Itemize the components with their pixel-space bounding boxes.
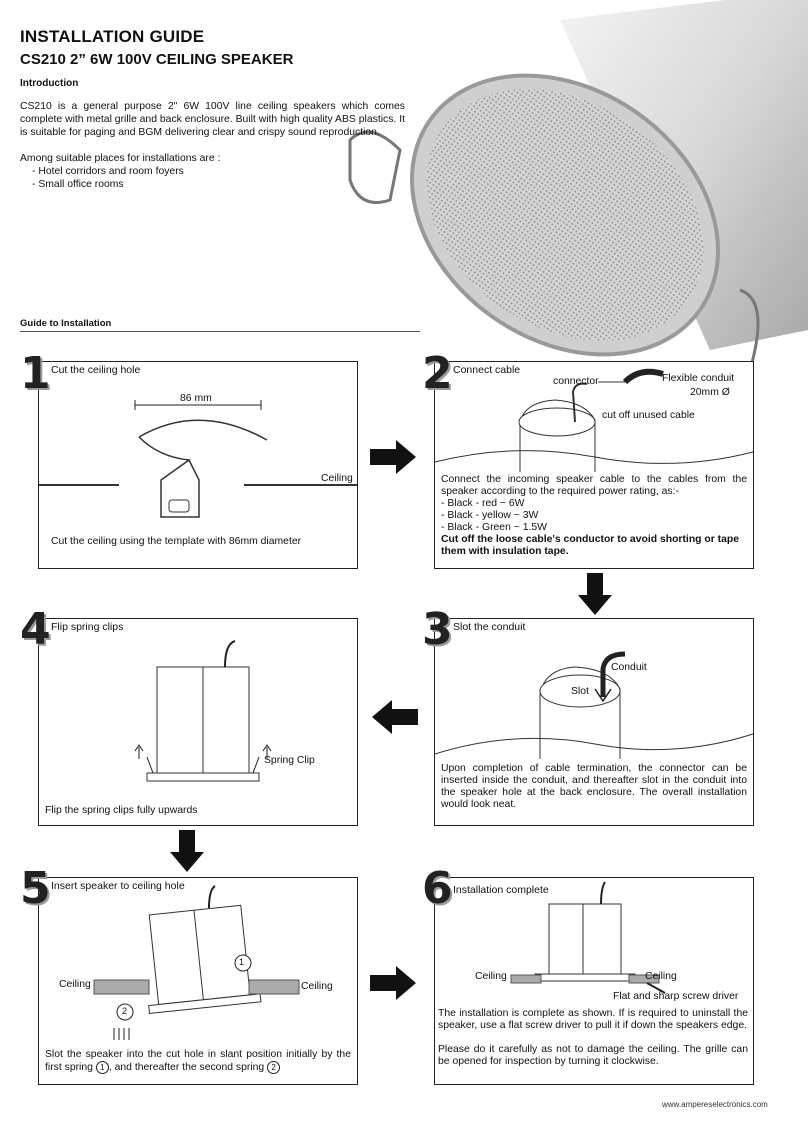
step-4-panel	[38, 618, 358, 826]
step-4-caption: Flip the spring clips fully upwards	[45, 805, 198, 816]
installation-places	[20, 152, 320, 191]
step-6-text-2: Please do it carefully as not to damage the ceiling. The grille can be opened for inspection by turning it clockwise.	[438, 1044, 748, 1067]
places-intro: Among suitable places for installations are :	[20, 153, 221, 164]
step-3-panel	[434, 618, 754, 826]
place-item: - Hotel corridors and room foyers	[32, 166, 184, 177]
step-6-text	[438, 1008, 748, 1068]
conduit-size-label: 20mm Ø	[690, 387, 730, 398]
step-2-number: 2	[422, 348, 453, 399]
step-5-caption	[45, 1049, 351, 1074]
spring-1-marker: 1	[96, 1061, 109, 1074]
step-5-caption-part2: , and thereafter the second spring	[108, 1062, 265, 1073]
insert-speaker-diagram	[39, 878, 357, 1048]
divider	[20, 331, 420, 332]
step-2-intro: Connect the incoming speaker cable to the cables from the speaker according to the required power rating, as:-	[441, 474, 747, 497]
ceiling-label: Ceiling	[321, 473, 353, 484]
conduit-label: Flexible conduit	[662, 373, 735, 384]
conduit-diagram	[435, 619, 753, 759]
spring-clip-diagram	[39, 619, 357, 799]
wiring-item: - Black - yellow ~ 3W	[441, 510, 539, 521]
ceiling-label: Ceiling	[645, 971, 677, 982]
step-3-text: Upon completion of cable termination, the connector can be inserted inside the conduit, and thereafter slot in the conduit into the speaker hole at the back enclosure. The overall installation would look neat.	[441, 763, 747, 810]
step-4-number: 4	[20, 604, 51, 655]
conduit-label: Conduit	[611, 662, 647, 673]
connector-label: connector	[553, 376, 599, 387]
arrow-down-icon	[578, 573, 612, 615]
step-6-text-1: The installation is complete as shown. If is required to uninstall the speaker, use a flat screw driver to pull it if down the speakers edge.	[438, 1008, 748, 1031]
step-5-number: 5	[20, 863, 51, 914]
step-1-panel	[38, 361, 358, 569]
dimension-label: 86 mm	[180, 393, 212, 404]
slot-label: Slot	[571, 686, 589, 697]
step-6-title: Installation complete	[453, 884, 549, 896]
step-5-title: Insert speaker to ceiling hole	[51, 880, 185, 892]
cut-off-label: cut off unused cable	[602, 410, 695, 421]
step-2-panel	[434, 361, 754, 569]
step-6-panel	[434, 877, 754, 1085]
spring-clip-label: Spring Clip	[264, 755, 315, 766]
step-5-panel	[38, 877, 358, 1085]
step-4-title: Flip spring clips	[51, 621, 124, 633]
step-1-title: Cut the ceiling hole	[51, 364, 141, 376]
page-subtitle: CS210 2” 6W 100V CEILING SPEAKER	[20, 51, 294, 68]
arrow-left-icon	[372, 700, 418, 734]
arrow-down-icon	[170, 830, 204, 872]
step-2-title: Connect cable	[453, 364, 521, 376]
screw-driver-label: Flat and sharp screw driver	[613, 991, 739, 1002]
wiring-item: - Black - Green ~ 1.5W	[441, 522, 547, 533]
marker-2: 2	[122, 1006, 128, 1016]
step-2-text	[441, 474, 747, 558]
ceiling-label: Ceiling	[59, 979, 91, 990]
intro-paragraph: CS210 is a general purpose 2" 6W 100V line ceiling speakers which comes complete with metal grille and back enclosure. Built with high quality ABS plastics. It is suitable for paging and BGM delivering clear and crispy sound reproduction.	[20, 101, 405, 138]
step-6-number: 6	[422, 863, 453, 914]
wiring-item: - Black - red ~ 6W	[441, 498, 525, 509]
arrow-right-icon	[370, 966, 416, 1000]
step-2-warning: Cut off the loose cable's conductor to avoid shorting or tape them with insulation tape.	[441, 534, 740, 557]
marker-1: 1	[239, 957, 245, 967]
step-1-number: 1	[20, 348, 51, 399]
step-5-caption-part1: Slot the speaker into the cut hole in slant position initially by the first spring	[45, 1049, 351, 1073]
ceiling-label: Ceiling	[301, 981, 333, 992]
guide-heading: Guide to Installation	[20, 318, 112, 329]
arrow-right-icon	[370, 440, 416, 474]
place-item: - Small office rooms	[32, 179, 124, 190]
spring-2-marker: 2	[267, 1061, 280, 1074]
step-3-title: Slot the conduit	[453, 621, 526, 633]
step-3-number: 3	[422, 604, 453, 655]
intro-heading: Introduction	[20, 78, 79, 89]
installed-speaker-diagram	[435, 878, 753, 1008]
ceiling-label: Ceiling	[475, 971, 507, 982]
step-1-caption: Cut the ceiling using the template with 86mm diameter	[51, 536, 302, 547]
page-title: INSTALLATION GUIDE	[20, 27, 205, 46]
footer-website: www.amperеselectronics.com	[662, 1100, 768, 1109]
speaker-photo	[330, 0, 808, 380]
